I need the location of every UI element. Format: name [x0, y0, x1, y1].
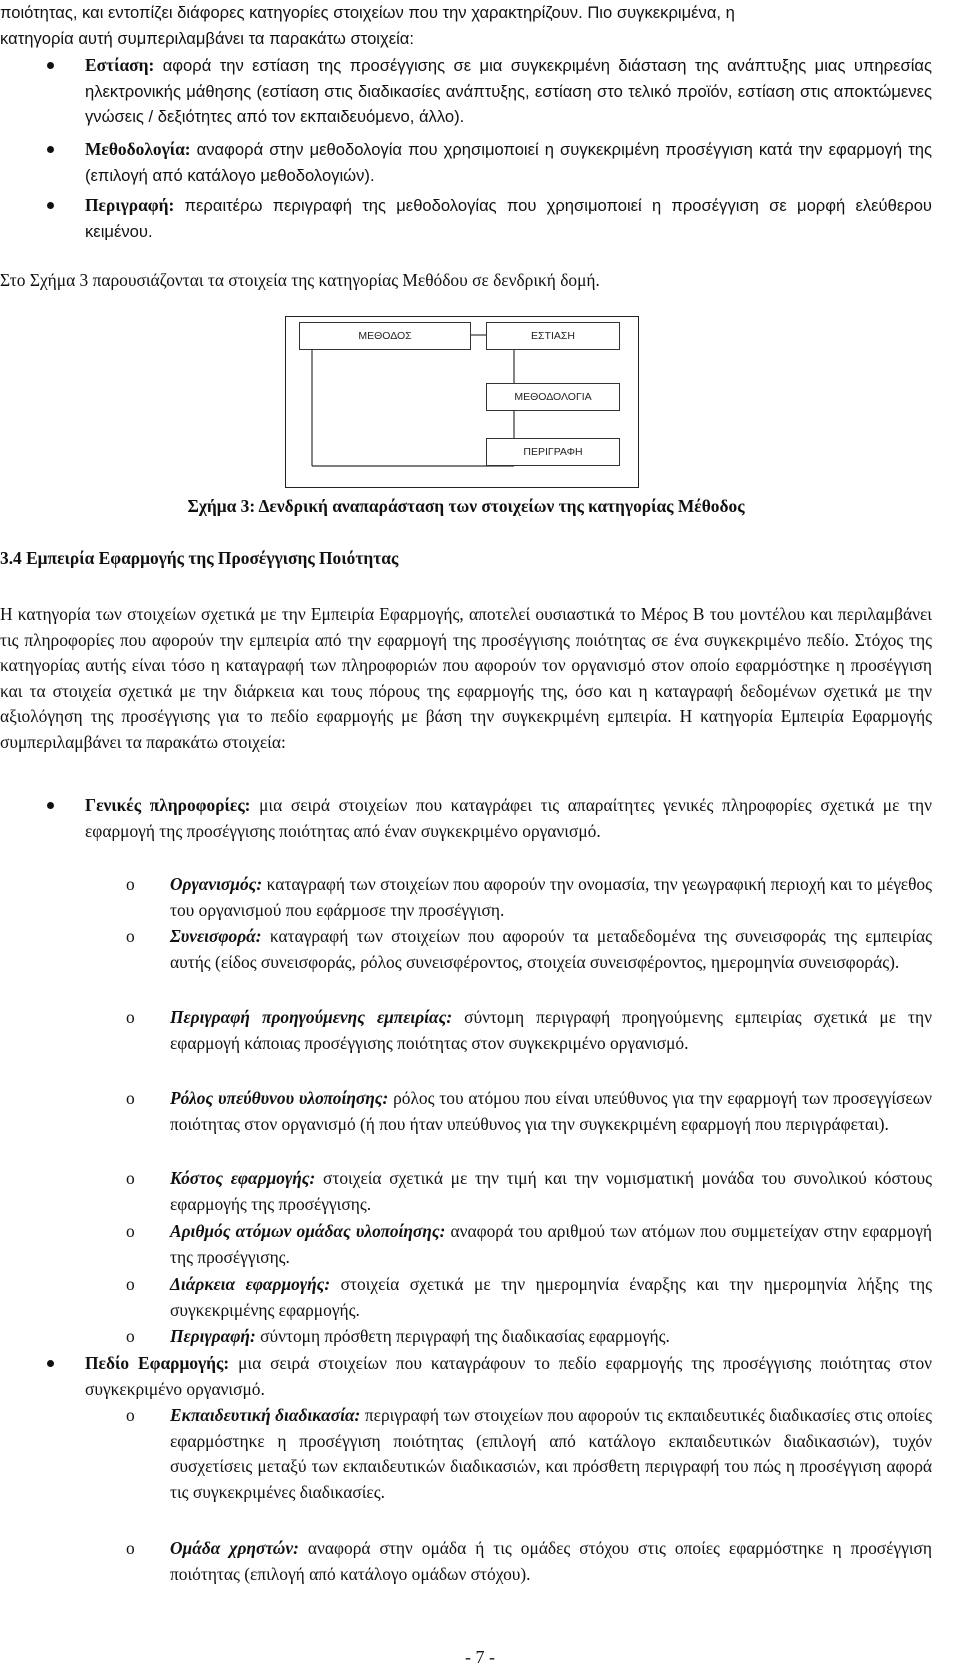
intro-line-2: κατηγορία αυτή συμπεριλαμβάνει τα παρακάτω στοιχεία: [0, 28, 414, 48]
term-description: μια σειρά στοιχείων που καταγράφει τις απαραίτητες γενικές πληροφορίες σχετικά με την εφαρμογή της προσέγγισης ποιότητας από έναν συγκεκριμένο οργανισμό. [85, 795, 933, 841]
term-label: Κόστος εφαρμογής: [170, 1168, 316, 1188]
bullet-icon [47, 802, 54, 809]
sub-bullet-icon: o [126, 1326, 135, 1346]
sub-bullet-icon: o [126, 874, 135, 894]
term-label: Μεθοδολογία: [85, 139, 191, 159]
list-item-text [85, 1351, 932, 1402]
section-heading: 3.4 Εμπειρία Εφαρμογής της Προσέγγισης Ποιότητας [0, 548, 399, 568]
term-description: ρόλος του ατόμου που είναι υπεύθυνος για την εφαρμογή των προσεγγίσεων ποιότητας στον οργανισμό (ή που ήταν υπεύθυνος για την συγκεκριμένη εφαρμογή που περιγράφεται). [170, 1088, 932, 1134]
term-description: σύντομη πρόσθετη περιγραφή της διαδικασίας εφαρμογής. [255, 1326, 670, 1346]
tree-node-root: ΜΕΘΟΔΟΣ [299, 322, 471, 350]
term-description: αφορά την εστίαση της προσέγγισης σε μια συγκεκριμένη διάσταση της ανάπτυξης μιας υπηρεσίας ηλεκτρονικής μάθησης (εστίαση στις διαδικασίες ανάπτυξης, εστίαση στο τελικό προϊόν, εστίαση στις αποκτώμενες γνώσεις / δεξιότητες από τον εκπαιδευόμενο, άλλο). [85, 56, 932, 127]
list-item-text [85, 793, 932, 844]
term-description: αναφορά του αριθμού των ατόμων που συμμετείχαν στην εφαρμογή της προσέγγισης. [170, 1221, 932, 1267]
term-label: Πεδίο Εφαρμογής: [85, 1353, 230, 1373]
figure-caption: Σχήμα 3: Δενδρική αναπαράσταση των στοιχείων της κατηγορίας Μέθοδος [187, 496, 745, 516]
term-description: σύντομη περιγραφή προηγούμενης εμπειρίας σχετικά με την εφαρμογή κάποιας προσέγγισης ποιότητας στον συγκεκριμένο οργανισμό. [170, 1007, 932, 1053]
term-label: Εκπαιδευτική διαδικασία: [170, 1405, 361, 1425]
sub-bullet-icon: o [126, 1168, 135, 1188]
term-label: Οργανισμός: [170, 874, 263, 894]
term-description: αναφορά στην ομάδα ή τις ομάδες στόχου στις οποίες εφαρμόστηκε η προσέγγιση ποιότητας (επιλογή από κατάλογο ομάδων στόχου). [170, 1538, 933, 1584]
sub-bullet-icon: o [126, 1088, 135, 1108]
term-description: περαιτέρω περιγραφή της μεθοδολογίας που χρησιμοποιεί η προσέγγιση σε μορφή ελεύθερου κειμένου. [85, 196, 932, 241]
sub-bullet-icon: o [126, 926, 135, 946]
term-label: Περιγραφή: [170, 1326, 256, 1346]
term-description: περιγραφή των στοιχείων που αφορούν τις εκπαιδευτικές διαδικασίες στις οποίες εφαρμόστηκε η προσέγγιση ποιότητας (επιλογή από κατάλογο εκπαιδευτικών διαδικασιών), τυχόν συσχετίσεις μεταξύ των εκπαιδευτικών διαδικασιών, και πρόσθετη περιγραφή του πώς η προσέγγιση αφορά τις συγκεκριμένες διαδικασίες. [170, 1405, 932, 1502]
list-item-text [85, 193, 932, 244]
term-label: Αριθμός ατόμων ομάδας υλοποίησης: [170, 1221, 446, 1241]
term-label: Περιγραφή: [85, 195, 175, 215]
term-label: Γενικές πληροφορίες: [85, 795, 251, 815]
tree-node-description: ΠΕΡΙΓΡΑΦΗ [486, 438, 620, 466]
term-label: Περιγραφή προηγούμενης εμπειρίας: [170, 1007, 453, 1027]
term-label: Εστίαση: [85, 55, 155, 75]
term-label: Διάρκεια εφαρμογής: [170, 1274, 331, 1294]
list-item-text [85, 137, 932, 188]
term-description: καταγραφή των στοιχείων που αφορούν την ονομασία, την γεωγραφική περιοχή και το μέγεθος του οργανισμού που εφάρμοσε την προσέγγιση. [170, 874, 932, 920]
tree-diagram [285, 316, 639, 488]
term-description: αναφορά στην μεθοδολογία που χρησιμοποιεί η συγκεκριμένη προσέγγιση κατά την εφαρμογή της (επιλογή από κατάλογο μεθοδολογιών). [85, 140, 932, 185]
section-paragraph: Η κατηγορία των στοιχείων σχετικά με την Εμπειρία Εφαρμογής, αποτελεί ουσιαστικά το Μέρος Β του μοντέλου και περιλαμβάνει τις πληροφορίες που αφορούν την εμπειρία από την εφαρμογή της προσέγγισης ποιότητας σε ένα συγκεκριμένο πεδίο. Στόχος της κατηγορίας αυτής είναι τόσο η καταγραφή των πληροφοριών που αφορούν τον οργανισμό στον οποίο εφαρμόστηκε η προσέγγιση και τα στοιχεία σχετικά με την διάρκεια και τους πόρους της εφαρμογής της, όσο και η καταγραφή δεδομένων σχετικά με την αξιολόγηση της προσέγγισης για το πεδίο εφαρμογής με βάση την συγκεκριμένη εμπειρία. Η κατηγορία Εμπειρία Εφαρμογής συμπεριλαμβάνει τα παρακάτω στοιχεία: [0, 604, 932, 752]
sub-bullet-icon: o [126, 1007, 135, 1027]
term-description: στοιχεία σχετικά με την ημερομηνία έναρξης και την ημερομηνία λήξης της συγκεκριμένης εφαρμογής. [170, 1274, 932, 1320]
intro-line-1: ποιότητας, και εντοπίζει διάφορες κατηγορίες στοιχείων που την χαρακτηρίζουν. Πιο συγκεκριμένα, η [0, 3, 735, 22]
sub-bullet-icon: o [126, 1274, 135, 1294]
bullet-icon [47, 202, 54, 209]
intro-text [0, 0, 932, 51]
term-description: μια σειρά στοιχείων που καταγράφουν το πεδίο εφαρμογής της προσέγγισης ποιότητας στον συγκεκριμένο οργανισμό. [85, 1353, 932, 1399]
term-description: καταγραφή των στοιχείων που αφορούν τα μεταδεδομένα της συνεισφοράς της εμπειρίας αυτής (είδος συνεισφοράς, ρόλος συνεισφέροντος, στοιχεία συνεισφέροντος, ημερομηνία συνεισφοράς). [170, 926, 932, 972]
term-label: Συνεισφορά: [170, 926, 262, 946]
bullet-icon [47, 146, 54, 153]
bullet-icon [47, 62, 54, 69]
tree-node-focus: ΕΣΤΙΑΣΗ [486, 322, 620, 350]
figure-intro: Στο Σχήμα 3 παρουσιάζονται τα στοιχεία της κατηγορίας Μεθόδου σε δενδρική δομή. [0, 270, 600, 290]
bullet-icon [47, 1360, 54, 1367]
term-label: Ρόλος υπεύθυνου υλοποίησης: [170, 1088, 389, 1108]
tree-node-methodology: ΜΕΘΟΔΟΛΟΓΙΑ [486, 383, 620, 411]
sub-bullet-icon: o [126, 1221, 135, 1241]
list-item-text [85, 53, 932, 130]
term-label: Ομάδα χρηστών: [170, 1538, 299, 1558]
sub-bullet-icon: o [126, 1538, 135, 1558]
page-number: - 7 - [465, 1647, 495, 1667]
sub-bullet-icon: o [126, 1405, 135, 1425]
term-description: στοιχεία σχετικά με την τιμή και την νομισματική μονάδα του συνολικού κόστους εφαρμογής της προσέγγισης. [170, 1168, 932, 1214]
